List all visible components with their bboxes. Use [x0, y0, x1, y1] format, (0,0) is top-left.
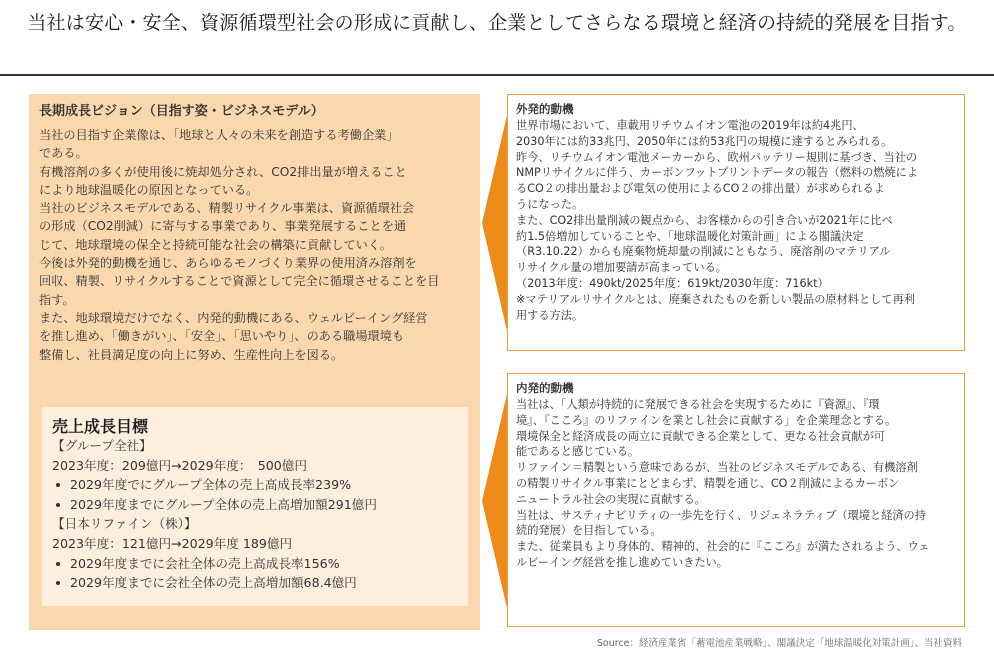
sales-group-range: 2023年度：209億円→2029年度： 500億円 — [52, 457, 307, 473]
vision-line: を推し進め、「働きがい」、「安全」、「思いやり」、のある職場環境も — [39, 329, 405, 344]
sales-group-header: 【グループ全社】 — [52, 438, 152, 453]
internal-line: ルビーイング経営を推し進めていきたい。 — [516, 555, 728, 569]
internal-line: また、従業員もより身体的、精神的、社会的に『こころ』が満たされるよう、ウェ — [516, 540, 930, 554]
vision-line: 指す。 — [39, 292, 75, 307]
vision-line: 当社のビジネスモデルである、精製リサイクル事業は、資源循環社会 — [39, 201, 415, 216]
external-motive-title: 外発的動機 — [516, 102, 574, 116]
vision-line: 有機溶剤の多くが使用後に焼却処分され、CO2排出量が増えること — [39, 164, 407, 179]
vision-line: により地球温暖化の原因となっている。 — [39, 182, 259, 197]
internal-line: リファイン＝精製という意味であるが、当社のビジネスモデルである、有機溶剤 — [516, 461, 918, 475]
sales-bullet: 2029年度でにグループ全体の売上高成長率239% — [52, 475, 464, 495]
sales-company-header: 【日本リファイン（株）】 — [52, 516, 197, 532]
vision-line: じて、地球環境の保全と持続可能な社会の構築に貢献していく。 — [39, 237, 392, 252]
external-line: （2013年度：490kt/2025年度：619kt/2030年度：716kt） — [516, 276, 829, 290]
internal-line: 境』、『こころ』のリファインを業とし社会に貢献する」を企業理念とする。 — [516, 413, 897, 427]
vision-line: また、地球環境だけでなく、内発的動機にある、ウェルビーイング経営 — [39, 310, 428, 325]
vision-line: 今後は外発的動機を通じ、あらゆるモノづくり業界の使用済み溶剤を — [39, 256, 417, 271]
external-line: 用する方法。 — [516, 308, 584, 322]
internal-motive-title: 内発的動機 — [516, 381, 574, 395]
sales-company-range: 2023年度：121億円→2029年度 189億円 — [52, 535, 293, 551]
external-line: ※マテリアルリサイクルとは、廃棄されたものを新しい製品の原材料として再利 — [516, 292, 915, 306]
external-line: 世界市場において、車載用リチウムイオン電池の2019年は約4兆円、 — [516, 119, 864, 132]
sales-bullet: 2029年度までにグループ全体の売上高増加額291億円 — [52, 495, 464, 515]
headline: 当社は安心・安全、資源循環型社会の形成に貢献し、企業としてさらなる環境と経済の持続的発展を目指す。 — [27, 12, 967, 34]
external-line: 2030年には約33兆円、2050年には約53兆円の規模に達するとみられる。 — [516, 134, 893, 148]
internal-motive-box — [507, 373, 965, 627]
vision-panel — [29, 94, 480, 630]
external-motive-body — [516, 118, 960, 323]
sales-bullet: 2029年度までに会社全体の売上高成長率156% — [52, 554, 464, 574]
vision-line: の形成（CO2削減）に寄与する事業であり、事業発展することを通 — [39, 219, 407, 234]
sales-target-box — [42, 407, 468, 606]
external-line: （R3.10.22）からも廃棄物焼却量の削減にともなう、廃溶剤のマテリアル — [516, 245, 891, 259]
internal-line: 続的発展）を目指している。 — [516, 524, 662, 538]
sales-bullet: 2029年度までに会社全体の売上高増加額68.4億円 — [52, 573, 464, 593]
vision-body — [39, 126, 475, 364]
external-line: るCO２の排出量および電気の使用によるCO２の排出量）が求められるよ — [516, 182, 885, 196]
internal-line: ニュートラル社会の実現に貢献する。 — [516, 492, 706, 506]
top-divider — [0, 74, 994, 76]
external-line: 約1.5倍増加していることや、「地球温暖化対策計画」による閣議決定 — [516, 229, 864, 243]
external-line: NMPリサイクルに伴う、カーボンフットプリントデータの報告（燃料の燃焼によ — [516, 166, 919, 180]
internal-line: 当社は、サスティナビリティの一歩先を行く、リジェネラティブ（環境と経済の持 — [516, 508, 926, 522]
internal-line: の精製リサイクル事業にとどまらず、精製を通じ、CO２削減によるカーボン — [516, 476, 900, 490]
external-line: リサイクル量の増加要請が高まっている。 — [516, 261, 727, 275]
external-motive-box — [507, 94, 965, 351]
internal-line: 当社は、「人類が持続的に発展できる社会を実現するために『資源』、『環 — [516, 398, 880, 411]
sales-title: 売上成長目標 — [52, 417, 149, 436]
internal-motive-body — [516, 397, 960, 571]
vision-line: 回収、精製、リサイクルすることで資源として完全に循環させることを目 — [39, 274, 440, 289]
vision-title: 長期成長ビジョン（目指す姿・ビジネスモデル） — [39, 104, 324, 119]
external-line: 昨今、リチウムイオン電池メーカーから、欧州バッテリー規則に基づき、当社の — [516, 150, 918, 164]
sales-lines — [52, 436, 464, 593]
vision-line: 整備し、社員満足度の向上に努め、生産性向上を図る。 — [39, 347, 344, 362]
internal-line: 環境保全と経済成長の両立に貢献できる企業として、更なる社会貢献が可 — [516, 429, 885, 443]
external-line: うになった。 — [516, 197, 584, 211]
vision-line: 当社の目指す企業像は、「地球と人々の未来を創造する考働企業」 — [39, 128, 399, 142]
source-note: Source：経済産業省「蓄電池産業戦略」、閣議決定「地球温暖化対策計画」、当社資料 — [596, 638, 962, 649]
vision-line: である。 — [39, 146, 88, 161]
internal-line: 能であると感じている。 — [516, 445, 640, 459]
external-line: また、CO2排出量削減の観点から、お客様からの引き合いが2021年に比べ — [516, 213, 893, 227]
